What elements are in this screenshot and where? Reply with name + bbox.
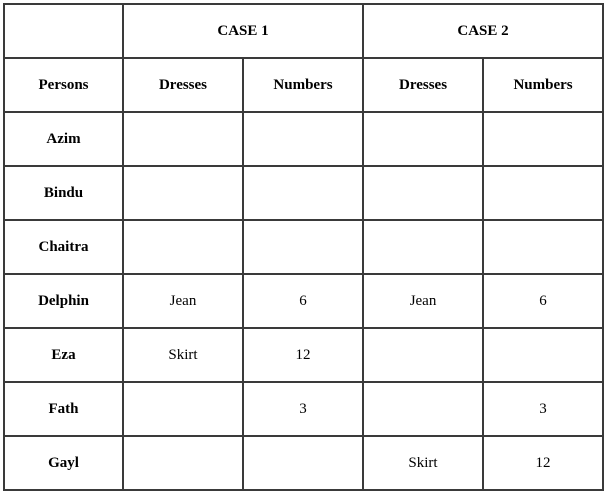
case2-dress-cell: [363, 328, 483, 382]
table-row: [4, 436, 603, 490]
table-row: [4, 166, 603, 220]
case2-dress-cell: [363, 112, 483, 166]
case2-number-cell: [483, 220, 603, 274]
case1-dress-cell: [123, 166, 243, 220]
case2-header: CASE 2: [363, 4, 603, 58]
case2-number-cell: 6: [483, 274, 603, 328]
person-name: Chaitra: [4, 220, 123, 274]
case1-number-cell: 12: [243, 328, 363, 382]
case1-dress-cell: Skirt: [123, 328, 243, 382]
case1-numbers-header: Numbers: [243, 58, 363, 112]
table-row: [4, 112, 603, 166]
corner-cell: [4, 4, 123, 58]
case1-dress-cell: [123, 112, 243, 166]
case2-dress-cell: [363, 382, 483, 436]
person-name: Fath: [4, 382, 123, 436]
person-name: Gayl: [4, 436, 123, 490]
case2-number-cell: [483, 328, 603, 382]
case2-number-cell: 3: [483, 382, 603, 436]
table-row: [4, 382, 603, 436]
case2-dress-cell: [363, 166, 483, 220]
person-name: Eza: [4, 328, 123, 382]
case1-dress-cell: [123, 220, 243, 274]
cases-table: [3, 3, 604, 491]
case2-dresses-header: Dresses: [363, 58, 483, 112]
case2-numbers-header: Numbers: [483, 58, 603, 112]
case2-number-cell: 12: [483, 436, 603, 490]
case2-dress-cell: Skirt: [363, 436, 483, 490]
column-header-row: [4, 58, 603, 112]
case1-header: CASE 1: [123, 4, 363, 58]
case2-dress-cell: Jean: [363, 274, 483, 328]
case1-number-cell: [243, 220, 363, 274]
persons-header: Persons: [4, 58, 123, 112]
case1-number-cell: [243, 112, 363, 166]
case1-number-cell: 6: [243, 274, 363, 328]
case1-dresses-header: Dresses: [123, 58, 243, 112]
case2-dress-cell: [363, 220, 483, 274]
person-name: Delphin: [4, 274, 123, 328]
case2-number-cell: [483, 166, 603, 220]
case1-number-cell: 3: [243, 382, 363, 436]
person-name: Azim: [4, 112, 123, 166]
person-name: Bindu: [4, 166, 123, 220]
case1-dress-cell: [123, 382, 243, 436]
table-row: [4, 328, 603, 382]
table-row: [4, 220, 603, 274]
case2-number-cell: [483, 112, 603, 166]
case1-number-cell: [243, 166, 363, 220]
case1-dress-cell: [123, 436, 243, 490]
table-row: [4, 274, 603, 328]
case1-number-cell: [243, 436, 363, 490]
case1-dress-cell: Jean: [123, 274, 243, 328]
case-header-row: [4, 4, 603, 58]
